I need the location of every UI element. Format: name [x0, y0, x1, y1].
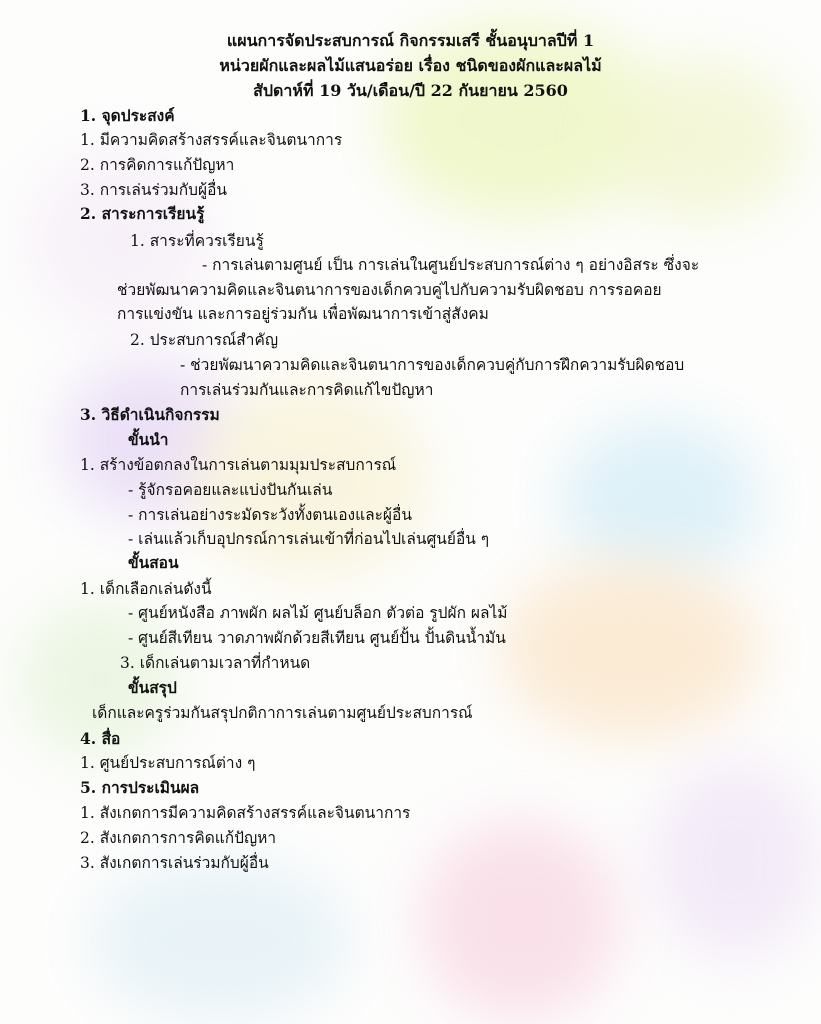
section-2-paragraph-line: การแข่งขัน และการอยู่ร่วมกัน เพื่อพัฒนาการเข้าสู่สังคม: [117, 305, 489, 323]
section-2-paragraph-line: การเล่นร่วมกันและการคิดแก้ไขปัญหา: [180, 381, 434, 399]
section-2-heading: 2. สาระการเรียนรู้: [80, 204, 205, 223]
section-1-item: 2. การคิดการแก้ปัญหา: [80, 156, 235, 174]
section-2-subheading: 2. ประสบการณ์สำคัญ: [130, 331, 279, 349]
section-4-heading: 4. สื่อ: [80, 729, 121, 748]
section-5-item: 2. สังเกตการการคิดแก้ปัญหา: [80, 829, 277, 847]
header-line-1: แผนการจัดประสบการณ์ กิจกรรมเสรี ชั้นอนุบาลปีที่ 1: [226, 31, 595, 50]
step-intro-bullet: - การเล่นอย่างระมัดระวังทั้งตนเองและผู้อื่น: [128, 506, 412, 524]
header-line-3: สัปดาห์ที่ 19 วัน/เดือน/ปี 22 กันยายน 2560: [253, 81, 568, 100]
section-5-item: 1. สังเกตการมีความคิดสร้างสรรค์และจินตนาการ: [80, 804, 411, 822]
section-5-heading: 5. การประเมินผล: [80, 778, 200, 797]
step-teach-label: ขั้นสอน: [128, 553, 179, 572]
step-summary-label: ขั้นสรุป: [128, 678, 177, 697]
section-1-item: 3. การเล่นร่วมกับผู้อื่น: [80, 181, 227, 199]
step-intro-label: ขั้นนำ: [128, 430, 169, 449]
step-teach-item: 1. เด็กเลือกเล่นดังนี้: [80, 580, 212, 598]
step-teach-item: 3. เด็กเล่นตามเวลาที่กำหนด: [120, 654, 311, 672]
step-summary-text: เด็กและครูร่วมกันสรุปกติกาการเล่นตามศูนย์ประสบการณ์: [92, 704, 473, 722]
section-5-item: 3. สังเกตการเล่นร่วมกับผู้อื่น: [80, 854, 269, 872]
step-teach-bullet: - ศูนย์สีเทียน วาดภาพผักด้วยสีเทียน ศูนย์ปั้น ปั้นดินน้ำมัน: [128, 629, 506, 647]
step-intro-bullet: - เล่นแล้วเก็บอุปกรณ์การเล่นเข้าที่ก่อนไปเล่นศูนย์อื่น ๆ: [128, 530, 490, 548]
header-line-2: หน่วยผักและผลไม้แสนอร่อย เรื่อง ชนิดของผักและผลไม้: [219, 56, 602, 75]
step-intro-bullet: - รู้จักรอคอยและแบ่งปันกันเล่น: [128, 481, 333, 499]
step-teach-bullet: - ศูนย์หนังสือ ภาพผัก ผลไม้ ศูนย์บล็อก ตัวต่อ รูปผัก ผลไม้: [128, 604, 508, 622]
section-2-paragraph-line: - การเล่นตามศูนย์ เป็น การเล่นในศูนย์ประสบการณ์ต่าง ๆ อย่างอิสระ ซึ่งจะ: [202, 256, 700, 274]
section-4-item: 1. ศูนย์ประสบการณ์ต่าง ๆ: [80, 754, 256, 772]
section-2-paragraph-line: - ช่วยพัฒนาความคิดและจินตนาการของเด็กควบคู่กับการฝึกความรับผิดชอบ: [180, 356, 685, 374]
step-intro-item: 1. สร้างข้อตกลงในการเล่นตามมุมประสบการณ์: [80, 456, 397, 474]
section-2-subheading: 1. สาระที่ควรเรียนรู้: [130, 232, 264, 250]
section-1-item: 1. มีความคิดสร้างสรรค์และจินตนาการ: [80, 131, 343, 149]
section-1-heading: 1. จุดประสงค์: [80, 106, 175, 125]
section-2-paragraph-line: ช่วยพัฒนาความคิดและจินตนาการของเด็กควบคู่ไปกับความรับผิดชอบ การรอคอย: [117, 281, 662, 299]
section-3-heading: 3. วิธีดำเนินกิจกรรม: [80, 405, 220, 424]
